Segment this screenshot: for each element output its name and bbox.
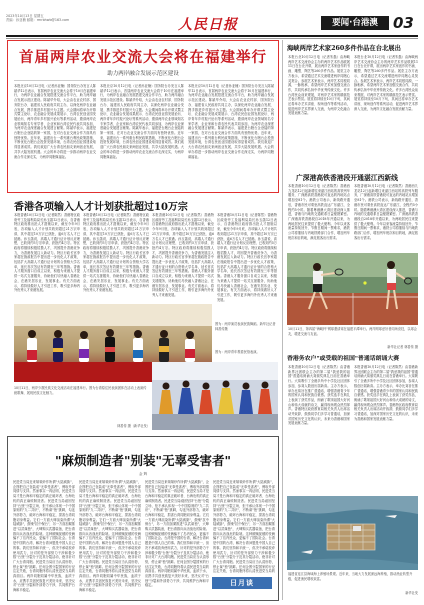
tennis-credit: 新华社记者 林善传 摄 — [387, 345, 418, 349]
transport-body-col1: 本报香港10月12日电（记者陈然）香港西九龙站12日起新增往来湛江西站的高铁列车服务，广深港高铁香港段可直达的内地站点增加至81个。港铁公司表示，新线路开通后，香港市民可乘坐高铁直达广东湛江，全程约5小时。随着粤港澳大湾区建设深入推进，香港与内地的交通联系日益便捷紧密。广深港高铁香港段自2018年开通以来，为两地居民往来提供了极大便利。今年以来客流量持续回升，节假日期间一票难求，港铁公司将继续与内地铁路部门合作，增加列车班次和目的地，满足旅客出行需求。 — [288, 184, 350, 240]
art-headline[interactable]: 海峡两岸艺术家260多件作品在台北展出 — [287, 45, 401, 52]
header-rule-thin — [6, 38, 418, 39]
tennis-photo — [287, 253, 418, 325]
dancers-photo — [152, 362, 278, 430]
aerial-image — [287, 496, 418, 570]
tennis-image — [287, 253, 418, 325]
commentary-body-col3: 民进党当局近来频频炒作所谓"大陆威胁"，企图把自己包装成"无辜受害者"，博取外部同情与支持。然而事实一再证明，民进党当局才是台海和平稳定的真正破坏者、台海危机的真正麻烦制造者。民进党当局顽固坚持"台独"分裂立场，拒不承认体现一个中国原则的"九二共识"，不断谋"独"挑衅，勾连外部势力，破坏台海和平稳定，损害台湾同胞切身利益。它们一方面大肆渲染所谓"大陆威胁"，鼓噪"抗中保台"，另一方面加紧推进"以武谋独"，大肆购买武器装备，把台湾推向兵凶战危的险境。这种贼喊捉贼的伎俩骗不了岛内民众，更骗不了国际社会。台湾是中国的台湾，解决台湾问题是中国人自己的事。我们坚持和平统一，但决不承诺放弃使用武力，针对的是外部势力干涉和极少数"台独"分裂分子及其分裂活动，绝非针对广大台湾同胞。民进党当局应当认清形势，停止谋"独"挑衅。任何企图分裂国家的行径注定失败，台湾同胞终将认清民进党当局的真面目。两岸同胞同属中华民族，血浓于水，应携手共创民族复兴美好未来，坚决反对"台独"分裂和外部势力干涉，共同维护台海和平稳定。 — [145, 480, 209, 588]
dancers-image — [152, 362, 278, 430]
header-editor: 责编：孙亚楠 邮箱：rmrbhwb@163.com — [6, 18, 70, 23]
talent-body-col2: 本报香港10月12日电（记者陈然）香港特区政府劳工及福利局局长孙玉菡12日表示，自香港特区政府推出抢人才措施以来，截至今年9月底，各项输入人才计划共收到超过21万宗申请，其中超过10万宗已获批，逾6万名人才已抵港。孙玉菡说，高端人才通行证计划反应理想，已收到约5万宗申请，获批约4万宗。特区政府将继续积极招揽人才，巩固提升香港竞争力，为香港发展注入新动力。特区行政长官李家超在施政报告中提出进一步优化人才政策，包括扩大高端人才通行证计划的合资格大学名单，延长首次签证有效期至三年等措施。香港人才服务窗口自成立以来，积极为来港人才提供一站式支援服务，协助他们尽快融入香港社会，在港安居乐业、发展事业。有关方面表示，将持续做好人才引进工作，吸引更多海内外优秀人才来港发展。 — [83, 213, 149, 293]
performers-caption: 图为：两岸演员表演民族舞蹈。新华社记者 林善传摄 — [215, 322, 276, 331]
commentary-headline[interactable]: "麻烦制造者"别装"无辜受害者" — [54, 453, 232, 468]
art-body-col1: 本报台北10月12日电（记者朱磊）由海峡两岸艺术交流协会主办的两岸艺术作品联展11日在台北开幕，展出两岸艺术家创作的书画、雕塑、陶艺等260多件作品。展览主办方表示，希望通过艺术交流增进两岸同胞心灵契合。参展艺术家表示，两岸艺术同根同源，一脉相承，希望两岸艺术家加强交流合作，共同传承弘扬中华优秀传统文化。许多台湾民众前来观展，对两岸艺术家的精湛技艺表示赞赏。展览将持续至10月下旬，其间还将举办艺术讲座、现场创作等系列活动，促进两岸艺术界深入交流，为两岸文化融合发展贡献力量。 — [288, 55, 350, 116]
talent-body-col3: 本报香港10月12日电（记者陈然）香港特区政府劳工及福利局局长孙玉菡12日表示，自香港特区政府推出抢人才措施以来，截至今年9月底，各项输入人才计划共收到超过21万宗申请，其中超过10万宗已获批，逾6万名人才已抵港。孙玉菡说，高端人才通行证计划反应理想，已收到约5万宗申请，获批约4万宗。特区政府将继续积极招揽人才，巩固提升香港竞争力，为香港发展注入新动力。特区行政长官李家超在施政报告中提出进一步优化人才政策，包括扩大高端人才通行证计划的合资格大学名单，延长首次签证有效期至三年等措施。香港人才服务窗口自成立以来，积极为来港人才提供一站式支援服务，协助他们尽快融入香港社会，在港安居乐业、发展事业。有关方面表示，将持续做好人才引进工作，吸引更多海内外优秀人才来港发展。 — [152, 213, 214, 297]
performers-caption-2: 图为：两岸青年观看民俗表演。 — [215, 350, 260, 354]
commentary-author: 金 辉 — [138, 472, 148, 476]
newspaper-logo: 人民日报 — [178, 17, 238, 33]
commentary-body-col2: 民进党当局近来频频炒作所谓"大陆威胁"，企图把自己包装成"无辜受害者"，博取外部同情与支持。然而事实一再证明，民进党当局才是台海和平稳定的真正破坏者、台海危机的真正麻烦制造者。民进党当局顽固坚持"台独"分裂立场，拒不承认体现一个中国原则的"九二共识"，不断谋"独"挑衅，勾连外部势力，破坏台海和平稳定，损害台湾同胞切身利益。它们一方面大肆渲染所谓"大陆威胁"，鼓噪"抗中保台"，另一方面加紧推进"以武谋独"，大肆购买武器装备，把台湾推向兵凶战危的险境。这种贼喊捉贼的伎俩骗不了岛内民众，更骗不了国际社会。台湾是中国的台湾，解决台湾问题是中国人自己的事。我们坚持和平统一，但决不承诺放弃使用武力，针对的是外部势力干涉和极少数"台独"分裂分子及其分裂活动，绝非针对广大台湾同胞。民进党当局应当认清形势，停止谋"独"挑衅。任何企图分裂国家的行径注定失败，台湾同胞终将认清民进党当局的真面目。两岸同胞同属中华民族，血浓于水，应携手共创民族复兴美好未来，坚决反对"台独"分裂和外部势力干涉，共同维护台海和平稳定。 — [79, 480, 141, 593]
transport-body-col2: 本报香港10月12日电（记者陈然）香港西九龙站12日起新增往来湛江西站的高铁列车服务，广深港高铁香港段可直达的内地站点增加至81个。港铁公司表示，新线路开通后，香港市民可乘坐高铁直达广东湛江，全程约5小时。随着粤港澳大湾区建设深入推进，香港与内地的交通联系日益便捷紧密。广深港高铁香港段自2018年开通以来，为两地居民往来提供了极大便利。今年以来客流量持续回升，节假日期间一票难求，港铁公司将继续与内地铁路部门合作，增加列车班次和目的地，满足旅客出行需求。 — [354, 184, 418, 240]
art-body-col2: 本报台北10月12日电（记者朱磊）由海峡两岸艺术交流协会主办的两岸艺术作品联展11日在台北开幕，展出两岸艺术家创作的书画、雕塑、陶艺等260多件作品。展览主办方表示，希望通过艺术交流增进两岸同胞心灵契合。参展艺术家表示，两岸艺术同根同源，一脉相承，希望两岸艺术家加强交流合作，共同传承弘扬中华优秀传统文化。许多台湾民众前来观展，对两岸艺术家的精湛技艺表示赞赏。展览将持续至10月下旬，其间还将举办艺术讲座、现场创作等系列活动，促进两岸艺术界深入交流，为两岸文化融合发展贡献力量。 — [354, 55, 418, 111]
lead-divider — [14, 80, 272, 81]
transport-headline[interactable]: 广深港高铁香港段开通湛江西新线 — [296, 174, 398, 182]
aerial-credit: 新华社发 — [405, 591, 418, 595]
talent-headline[interactable]: 香港各项输入人才计划获批超过10万宗 — [14, 202, 188, 213]
header-meta — [6, 14, 69, 23]
header-rule — [6, 35, 418, 37]
lead-body-col3: 本报北京10月12日电（记者孙亚楠）国务院台办发言人陈斌华12日表示，首届两岸农业交流大会将于10月在福建举行，为两岸农业融合发展搭建交流合作平台，助力两岸融合发展示范区建设。陈斌华介绍，大会由农业农村部、国务院台办、福建省人民政府共同主办，以深化两岸农业融合发展、携手推进乡村振兴为主题。大会期间将举办开幕式暨主论坛、农业融合发展成果展示、台湾农民创业园发展论坛、两岸青年乡村振兴论坛等系列活动，邀请两岸农业领域知名专家学者、企业家和台湾农民代表共同参加，为两岸农业深度融合发展建言献策。陈斌华表示，福建是台胞台企登陆的第一家园，在对台农业交流合作方面具有独特优势。近年来，福建出台一系列惠台利民政策措施，不断优化台胞台企投资发展环境，台湾农民创业园建设取得显著成效。我们欢迎广大台湾农民朋友来闽创业发展，共享大陆发展机遇。大会的举办将进一步推动两岸农业交流合作走深走实，为两岸同胞谋福祉。 — [188, 84, 274, 159]
dancers-credit: 林善传 摄（新华社发） — [117, 424, 150, 428]
recitation-body-col1: 本报香港10月12日电（记者陈然）由香港新界社团联会主办的第二届"我爱我的祖国"普通话朗诵大赛颁奖典礼日前在香港举行。大赛吸引了全港多所中小学及社区团体参加，参赛人数创历届新高。主办方表示，举办比赛旨在推广普通话，增强香港青少年的国家认同和民族自豪感。获奖选手在典礼上表演了获奖作品，朗诵了歌颂祖国大好河山和伟大成就的诗文，赢得现场观众热烈掌声。香港特区政府教育局相关负责人出席活动并致辞，鼓励同学们多学习普通话，加深对国家历史文化的认识，未来为香港和国家发展贡献力量。 — [288, 365, 350, 426]
aerial-caption: 福建省连江县海域海上养殖场景观。近年来，当地大力发展深远海养殖，推动渔业转型升级，促进渔民增收致富。 — [288, 572, 413, 581]
talent-body-col4: 本报香港10月12日电（记者陈然）香港特区政府劳工及福利局局长孙玉菡12日表示，自香港特区政府推出抢人才措施以来，截至今年9月底，各项输入人才计划共收到超过21万宗申请，其中超过10万宗已获批，逾6万名人才已抵港。孙玉菡说，高端人才通行证计划反应理想，已收到约5万宗申请，获批约4万宗。特区政府将继续积极招揽人才，巩固提升香港竞争力，为香港发展注入新动力。特区行政长官李家超在施政报告中提出进一步优化人才政策，包括扩大高端人才通行证计划的合资格大学名单，延长首次签证有效期至三年等措施。香港人才服务窗口自成立以来，积极为来港人才提供一站式支援服务，协助他们尽快融入香港社会，在港安居乐业、发展事业。有关方面表示，将持续做好人才引进工作，吸引更多海内外优秀人才来港发展。 — [217, 213, 277, 302]
tennis-caption: 10月11日，第四届"海峡杯"网球邀请赛在福建平潭举行。两岸网球爱好者同场竞技，以球会友，增进交流与友谊。 — [288, 327, 417, 336]
page-number: 03 — [393, 14, 414, 32]
lead-headline[interactable]: 首届两岸农业交流大会将在福建举行 — [19, 49, 267, 66]
column-divider — [282, 40, 283, 600]
commentary-body-col1: 民进党当局近来频频炒作所谓"大陆威胁"，企图把自己包装成"无辜受害者"，博取外部同情与支持。然而事实一再证明，民进党当局才是台海和平稳定的真正破坏者、台海危机的真正麻烦制造者。民进党当局顽固坚持"台独"分裂立场，拒不承认体现一个中国原则的"九二共识"，不断谋"独"挑衅，勾连外部势力，破坏台海和平稳定，损害台湾同胞切身利益。它们一方面大肆渲染所谓"大陆威胁"，鼓噪"抗中保台"，另一方面加紧推进"以武谋独"，大肆购买武器装备，把台湾推向兵凶战危的险境。这种贼喊捉贼的伎俩骗不了岛内民众，更骗不了国际社会。台湾是中国的台湾，解决台湾问题是中国人自己的事。我们坚持和平统一，但决不承诺放弃使用武力，针对的是外部势力干涉和极少数"台独"分裂分子及其分裂活动，绝非针对广大台湾同胞。民进党当局应当认清形势，停止谋"独"挑衅。任何企图分裂国家的行径注定失败，台湾同胞终将认清民进党当局的真面目。两岸同胞同属中华民族，血浓于水，应携手共创民族复兴美好未来，坚决反对"台独"分裂和外部势力干涉，共同维护台海和平稳定。 — [13, 480, 75, 593]
commentary-body-col4: 民进党当局近来频频炒作所谓"大陆威胁"，企图把自己包装成"无辜受害者"，博取外部同情与支持。然而事实一再证明，民进党当局才是台海和平稳定的真正破坏者、台海危机的真正麻烦制造者。民进党当局顽固坚持"台独"分裂立场，拒不承认体现一个中国原则的"九二共识"，不断谋"独"挑衅，勾连外部势力，破坏台海和平稳定，损害台湾同胞切身利益。它们一方面大肆渲染所谓"大陆威胁"，鼓噪"抗中保台"，另一方面加紧推进"以武谋独"，大肆购买武器装备，把台湾推向兵凶战危的险境。这种贼喊捉贼的伎俩骗不了岛内民众，更骗不了国际社会。台湾是中国的台湾，解决台湾问题是中国人自己的事。我们坚持和平统一，但决不承诺放弃使用武力，针对的是外部势力干涉和极少数"台独"分裂分子及其分裂活动，绝非针对广大台湾同胞。民进党当局应当认清形势，停止谋"独"挑衅。任何企图分裂国家的行径注定失败，台湾同胞终将认清民进党当局的 — [213, 480, 275, 574]
header-date: 2023年10月13日 星期五 — [6, 14, 44, 18]
section-tag: 要闻·台港澳 — [321, 16, 389, 30]
talent-body-col1: 本报香港10月12日电（记者陈然）香港特区政府劳工及福利局局长孙玉菡12日表示，自香港特区政府推出抢人才措施以来，截至今年9月底，各项输入人才计划共收到超过21万宗申请，其中超过10万宗已获批，逾6万名人才已抵港。孙玉菡说，高端人才通行证计划反应理想，已收到约5万宗申请，获批约4万宗。特区政府将继续积极招揽人才，巩固提升香港竞争力，为香港发展注入新动力。特区行政长官李家超在施政报告中提出进一步优化人才政策，包括扩大高端人才通行证计划的合资格大学名单，延长首次签证有效期至三年等措施。香港人才服务窗口自成立以来，积极为来港人才提供一站式支援服务，协助他们尽快融入香港社会，在港安居乐业、发展事业。有关方面表示，将持续做好人才引进工作，吸引更多海内外优秀人才来港发展。 — [14, 213, 80, 293]
recitation-headline[interactable]: 香港务农户"或受载的祖国"普通话朗诵大赛 — [287, 355, 400, 362]
lead-body-col1: 本报北京10月12日电（记者孙亚楠）国务院台办发言人陈斌华12日表示，首届两岸农业交流大会将于10月在福建举行，为两岸农业融合发展搭建交流合作平台，助力两岸融合发展示范区建设。陈斌华介绍，大会由农业农村部、国务院台办、福建省人民政府共同主办，以深化两岸农业融合发展、携手推进乡村振兴为主题。大会期间将举办开幕式暨主论坛、农业融合发展成果展示、台湾农民创业园发展论坛、两岸青年乡村振兴论坛等系列活动，邀请两岸农业领域知名专家学者、企业家和台湾农民代表共同参加，为两岸农业深度融合发展建言献策。陈斌华表示，福建是台胞台企登陆的第一家园，在对台农业交流合作方面具有独特优势。近年来，福建出台一系列惠台利民政策措施，不断优化台胞台企投资发展环境，台湾农民创业园建设取得显著成效。我们欢迎广大台湾农民朋友来闽创业发展，共享大陆发展机遇。大会的举办将进一步推动两岸农业交流合作走深走实，为两岸同胞谋福祉。 — [14, 84, 96, 159]
column-tag-riyuetan: 日月谈 — [212, 577, 272, 589]
lead-subheadline: 助力两岸融合发展示范区建设 — [107, 71, 179, 77]
dancers-caption: 10月11日，两岸少数民族文化交流活动在福建举行。图为台湾原住民表演团体在活动上表演传统歌舞，展现民族文化魅力。 — [14, 386, 147, 395]
lead-body-col2: 本报北京10月12日电（记者孙亚楠）国务院台办发言人陈斌华12日表示，首届两岸农业交流大会将于10月在福建举行，为两岸农业融合发展搭建交流合作平台，助力两岸融合发展示范区建设。陈斌华介绍，大会由农业农村部、国务院台办、福建省人民政府共同主办，以深化两岸农业融合发展、携手推进乡村振兴为主题。大会期间将举办开幕式暨主论坛、农业融合发展成果展示、台湾农民创业园发展论坛、两岸青年乡村振兴论坛等系列活动，邀请两岸农业领域知名专家学者、企业家和台湾农民代表共同参加，为两岸农业深度融合发展建言献策。陈斌华表示，福建是台胞台企登陆的第一家园，在对台农业交流合作方面具有独特优势。近年来，福建出台一系列惠台利民政策措施，不断优化台胞台企投资发展环境，台湾农民创业园建设取得显著成效。我们欢迎广大台湾农民朋友来闽创业发展，共享大陆发展机遇。大会的举办将进一步推动两岸农业交流合作走深走实，为两岸同胞谋福祉。 — [100, 84, 184, 159]
aerial-photo — [287, 496, 418, 570]
page-header — [6, 14, 418, 34]
recitation-body-col2: 本报香港10月12日电（记者陈然）由香港新界社团联会主办的第二届"我爱我的祖国"普通话朗诵大赛颁奖典礼日前在香港举行。大赛吸引了全港多所中小学及社区团体参加，参赛人数创历届新高。主办方表示，举办比赛旨在推广普通话，增强香港青少年的国家认同和民族自豪感。获奖选手在典礼上表演了获奖作品，朗诵了歌颂祖国大好河山和伟大成就的诗文，赢得现场观众热烈掌声。香港特区政府教育局相关负责人出席活动并致辞，鼓励同学们多学习普通话，加深对国家历史文化的认识，未来为香港和国家发展贡献力量。 — [354, 365, 418, 421]
